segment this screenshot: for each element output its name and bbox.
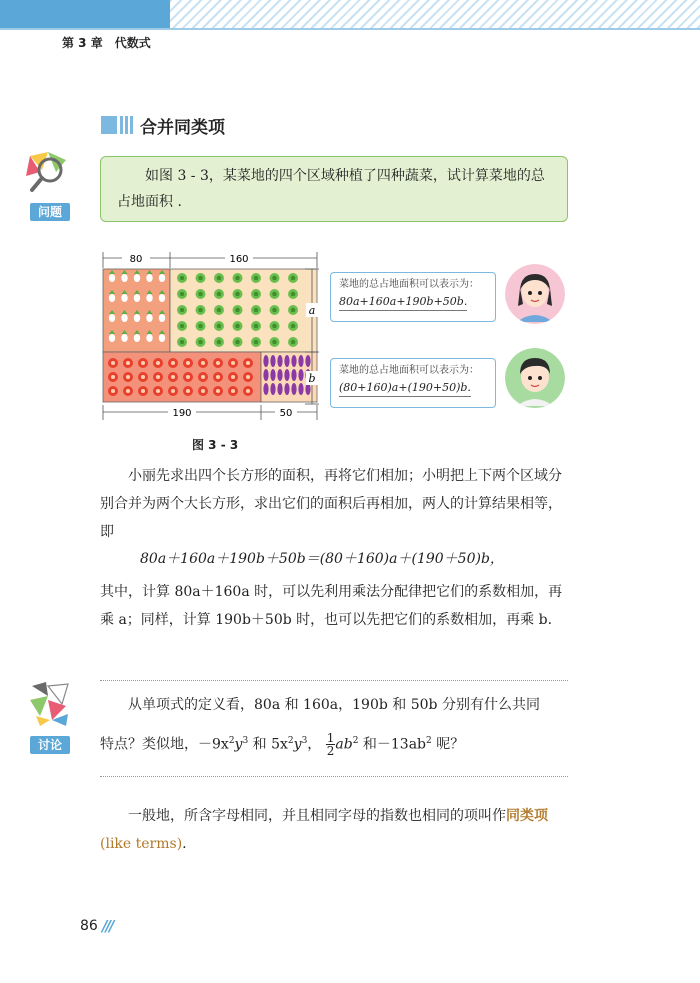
eggplant — [284, 383, 289, 395]
disc-text-h: 呢？ — [431, 736, 465, 753]
carrot — [121, 334, 127, 342]
exp: 2 — [287, 735, 294, 746]
eggplant — [284, 369, 289, 381]
carrot — [159, 334, 165, 342]
eggplant — [277, 369, 282, 381]
section-marker-icon — [101, 116, 133, 134]
carrot — [146, 294, 152, 302]
girl-speech-bubble — [330, 272, 496, 322]
boy-avatar — [505, 348, 565, 408]
explanation-paragraph-2: 其中，计算 80a＋160a 时，可以先利用乘法分配律把它们的系数相加，再乘 a；同样，计算 190b＋50b 时，也可以先把它们的系数相加，再乘 b. — [100, 584, 563, 628]
discussion-tangram-icon — [22, 680, 76, 728]
carrot — [121, 314, 127, 322]
eggplant — [277, 383, 282, 395]
explanation-paragraph-1: 小丽先求出四个长方形的面积，再将它们相加；小明把上下两个区域分别合并为两个大长方形，求出它们的面积后再相加，两人的计算结果相等，即 — [100, 468, 562, 540]
section-title: 合并同类项 — [140, 118, 225, 138]
carrot — [109, 274, 115, 282]
disc-text-e: ， — [307, 736, 322, 753]
definition-text: 一般地，所含字母相同，并且相同字母的指数也相同的项叫作 — [128, 808, 506, 824]
eggplant — [277, 355, 282, 367]
disc-text-g: 和－13ab — [358, 736, 427, 753]
discussion-top-divider — [100, 680, 568, 681]
definition-term-en: (like terms) — [100, 836, 183, 852]
boy-speech-bubble — [330, 358, 496, 408]
frac-den: 2 — [326, 744, 335, 758]
disc-text-a: 特点？类似地，－9x — [100, 736, 229, 753]
side-label-a: a — [308, 304, 316, 317]
eggplant — [291, 383, 296, 395]
carrot — [159, 294, 165, 302]
exp: 3 — [242, 735, 249, 746]
definition-term: 同类项 — [506, 808, 548, 824]
discussion-bottom-divider — [100, 776, 568, 777]
carrot — [146, 314, 152, 322]
carrot — [121, 294, 127, 302]
side-dimension — [302, 268, 322, 406]
girl-avatar — [505, 264, 565, 324]
discussion-badge: 讨论 — [30, 736, 70, 754]
eggplant — [263, 355, 268, 367]
disc-text-c: 和 5x — [248, 736, 288, 753]
eggplant — [291, 369, 296, 381]
equation: 80a＋160a＋190b＋50b＝(80＋160)a＋(190＋50)b， — [140, 551, 504, 567]
exp: 3 — [301, 735, 308, 746]
eggplant — [270, 355, 275, 367]
eggplant — [263, 369, 268, 381]
chapter-label: 第 3 章 代数式 — [62, 36, 151, 50]
top-label-160: 160 — [229, 254, 249, 265]
disc-text-f: ab — [335, 736, 353, 753]
eggplant — [270, 369, 275, 381]
carrot — [134, 294, 140, 302]
carrot — [121, 274, 127, 282]
top-label-80: 80 — [129, 254, 143, 265]
carrot — [146, 334, 152, 342]
disc-text-d: y — [293, 736, 302, 753]
boy-bubble-line1: 菜地的总占地面积可以表示为： — [339, 365, 479, 376]
problem-text: 如图 3 - 3，某菜地的四个区域种植了四种蔬菜，试计算菜地的总占地面积 . — [117, 168, 545, 210]
bottom-label-190: 190 — [172, 408, 192, 419]
problem-box — [100, 156, 568, 222]
girl-bubble-line1: 菜地的总占地面积可以表示为： — [339, 279, 479, 290]
problem-badge: 问题 — [30, 203, 70, 221]
carrot — [134, 274, 140, 282]
boy-bubble-line2: (80+160)a+(190+50)b. — [339, 379, 471, 397]
side-label-b: b — [308, 372, 316, 385]
eggplant — [291, 355, 296, 367]
carrot — [109, 294, 115, 302]
carrot — [134, 314, 140, 322]
discussion-line-1: 从单项式的定义看，80a 和 160a，190b 和 50b 分别有什么共同 — [128, 697, 540, 713]
page-number-slashes: /// — [102, 917, 113, 935]
girl-bubble-line2: 80a+160a+190b+50b. — [339, 293, 467, 311]
figure-caption: 图 3 - 3 — [192, 438, 239, 452]
discussion-line-2 — [100, 732, 570, 757]
definition-paragraph — [100, 802, 570, 858]
eggplant — [270, 383, 275, 395]
carrot — [134, 334, 140, 342]
garden-figure — [100, 248, 320, 424]
carrot — [159, 314, 165, 322]
carrot — [109, 334, 115, 342]
exp: 2 — [426, 735, 432, 746]
exp: 2 — [352, 735, 359, 746]
eggplant — [284, 355, 289, 367]
header-line — [0, 28, 700, 30]
definition-end: . — [182, 836, 187, 852]
eggplant — [263, 383, 268, 395]
carrot — [109, 314, 115, 322]
frac-num: 1 — [326, 731, 335, 745]
bottom-label-50: 50 — [279, 408, 293, 419]
carrot — [146, 274, 152, 282]
carrot — [159, 274, 165, 282]
fraction-one-half — [326, 732, 336, 757]
question-magnifier-icon — [22, 150, 76, 198]
header-stripes — [170, 0, 700, 28]
disc-text-b: y — [234, 736, 243, 753]
page-number: 86 — [80, 918, 98, 934]
exp: 2 — [228, 735, 235, 746]
